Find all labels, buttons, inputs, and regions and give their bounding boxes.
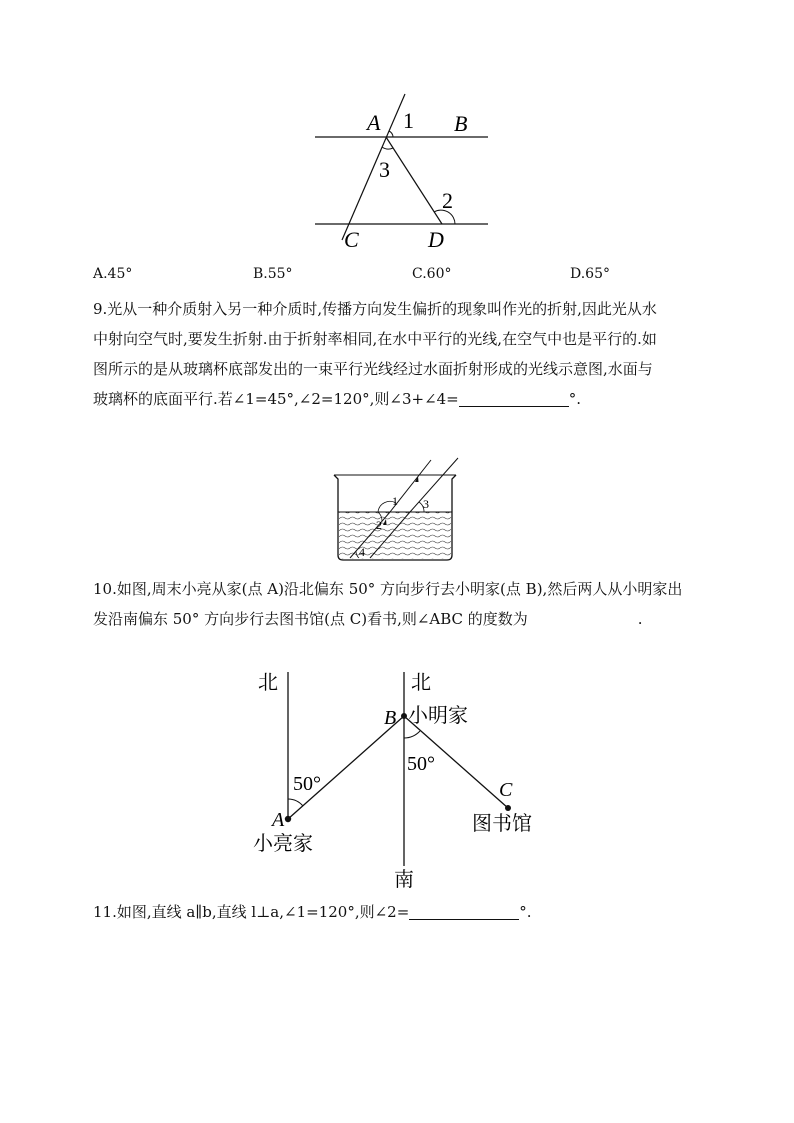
label-angle-A: 50° [293, 773, 321, 795]
label-B: B [454, 111, 468, 136]
q9-line-2: 中射向空气时,要发生折射.由于折射率相同,在水中平行的光线,在空气中也是平行的.如 [93, 330, 657, 348]
question-9 [93, 294, 705, 414]
q9-suffix: °. [568, 390, 582, 408]
q9-last-line: 玻璃杯的底面平行.若∠1=45°,∠2=120°,则∠3+∠4= [93, 390, 459, 408]
option-d[interactable]: D.65° [570, 266, 610, 282]
angle-arc-A [288, 799, 303, 806]
label-A: A [367, 110, 381, 135]
label-south: 南 [394, 867, 414, 891]
segment-AD [386, 137, 442, 224]
label-A: A [272, 809, 285, 831]
label-north-mid: 北 [411, 670, 431, 694]
label-angle-B: 50° [407, 753, 435, 775]
angle-arc-3 [382, 147, 393, 149]
figure-glass-refraction [330, 455, 460, 565]
label-angle-2: 2 [376, 518, 382, 532]
segment-AB [288, 716, 404, 819]
label-angle-3: 3 [423, 497, 429, 511]
q9-line-4 [93, 384, 705, 414]
q11-text: 11.如图,直线 a∥b,直线 l⊥a,∠1=120°,则∠2= [93, 903, 410, 921]
label-angle-2: 2 [442, 188, 453, 213]
question-10 [93, 574, 705, 634]
angle-arc-1 [389, 131, 393, 137]
q10-suffix: . [637, 610, 643, 628]
label-library: 图书馆 [472, 811, 532, 835]
figure-parallel-lines-triangle [300, 90, 510, 260]
option-b[interactable]: B.55° [253, 266, 293, 282]
q9-line-3: 图所示的是从玻璃杯底部发出的一束平行光线经过水面折射形成的光线示意图,水面与 [93, 360, 653, 378]
q10-line-2 [93, 604, 705, 634]
option-a[interactable]: A.45° [93, 266, 133, 282]
label-home-B: 小明家 [408, 703, 468, 727]
label-angle-1: 1 [403, 108, 414, 133]
q11-answer-blank[interactable] [409, 901, 519, 920]
figure-direction-map [245, 660, 565, 895]
q10-line-1: 10.如图,周末小亮从家(点 A)沿北偏东 50° 方向步行去小明家(点 B),然后两人从小明家出 [93, 580, 683, 598]
q10-answer-blank[interactable] [528, 609, 638, 627]
point-B [401, 713, 407, 719]
option-c[interactable]: C.60° [412, 266, 452, 282]
label-B: B [384, 707, 397, 729]
q11-suffix: °. [519, 903, 532, 921]
q11-line-1 [93, 897, 705, 927]
q9-line-1: 9.光从一种介质射入另一种介质时,传播方向发生偏折的现象叫作光的折射,因此光从水 [93, 300, 657, 318]
label-home-A: 小亮家 [253, 831, 313, 855]
label-angle-4: 4 [359, 545, 365, 559]
label-C: C [344, 227, 359, 252]
light-ray-right-air [410, 458, 458, 512]
label-angle-3: 3 [379, 157, 390, 182]
q10-line-2-text: 发沿南偏东 50° 方向步行去图书馆(点 C)看书,则∠ABC 的度数为 [93, 610, 528, 628]
angle-arc-B [404, 731, 420, 738]
label-D: D [428, 227, 444, 252]
label-north-left: 北 [258, 670, 278, 694]
question-11 [93, 897, 705, 927]
point-A [285, 816, 291, 822]
label-angle-1: 1 [392, 494, 398, 508]
q9-answer-blank[interactable] [459, 388, 569, 407]
label-C: C [499, 779, 513, 801]
